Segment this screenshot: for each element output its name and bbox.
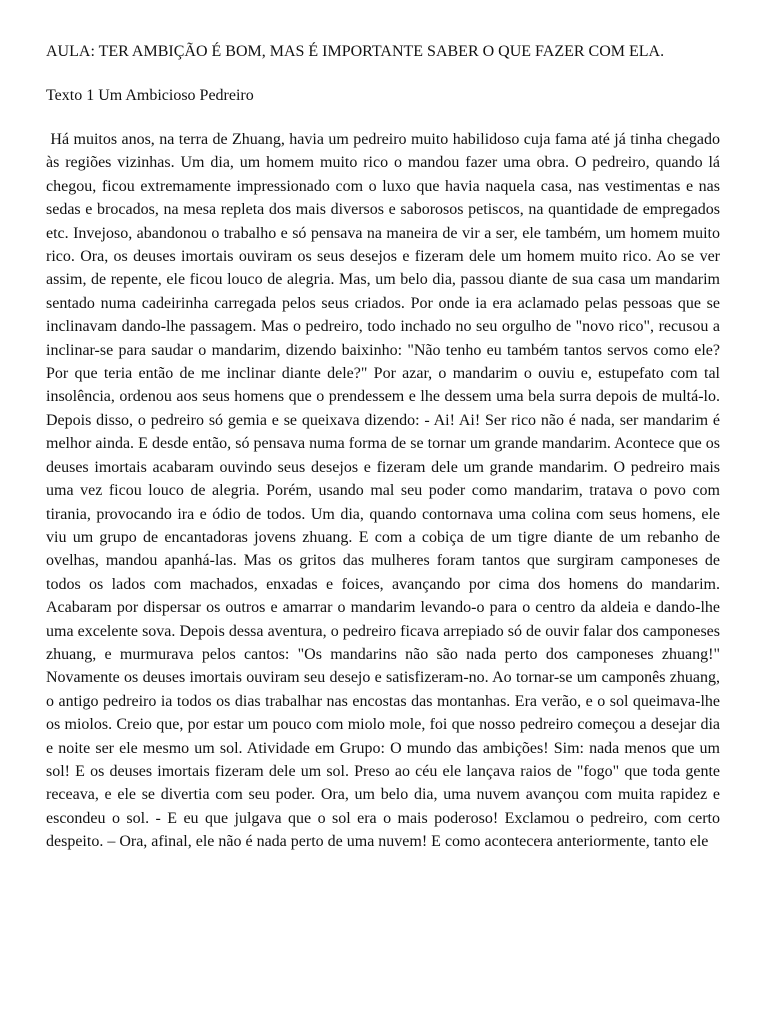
text-heading: Texto 1 Um Ambicioso Pedreiro bbox=[46, 87, 254, 104]
document-page bbox=[46, 40, 724, 854]
lesson-title: AULA: TER AMBIÇÃO É BOM, MAS É IMPORTANTE SABER O QUE FAZER COM ELA. bbox=[46, 43, 665, 60]
story-body: Há muitos anos, na terra de Zhuang, havia um pedreiro muito habilidoso cuja fama até já tinha chegado às regiões vizinhas. Um dia, um homem muito rico o mandou fazer uma obra. O pedreiro, quando lá chegou, ficou extremamente impressionado com o luxo que havia naquela casa, nas vestimentas e nas sedas e brocados, na mesa repleta dos mais diversos e saborosos petiscos, na quantidade de empregados etc. Invejoso, abandonou o trabalho e só pensava na maneira de vir a ser, ele também, um homem muito rico. Ora, os deuses imortais ouviram os seus desejos e fizeram dele um homem muito rico. Ao se ver assim, de repente, ele ficou louco de alegria. Mas, um belo dia, passou diante de sua casa um mandarim sentado numa cadeirinha carregada pelos seus criados. Por onde ia era aclamado pelas pessoas que se inclinavam dando-lhe passagem. Mas o pedreiro, todo inchado no seu orgulho de "novo rico", recusou a inclinar-se para saudar o mandarim, dizendo baixinho: "Não tenho eu também tantos servos como ele? Por que teria então de me inclinar diante dele?" Por azar, o mandarim o ouviu e, estupefato com tal insolência, ordenou aos seus homens que o prendessem e lhe dessem uma bela surra depois de multá-lo. Depois disso, o pedreiro só gemia e se queixava dizendo: - Ai! Ai! Ser rico não é nada, ser mandarim é melhor ainda. E desde então, só pensava numa forma de se tornar um grande mandarim. Acontece que os deuses imortais acabaram ouvindo seus desejos e fizeram dele um grande mandarim. O pedreiro mais uma vez ficou louco de alegria. Porém, usando mal seu poder como mandarim, tratava o povo com tirania, provocando ira e ódio de todos. Um dia, quando contornava uma colina com seus homens, ele viu um grupo de encantadoras jovens zhuang. E com a cobiça de um tigre diante de um rebanho de ovelhas, mandou apanhá-las. Mas os gritos das mulheres foram tantos que surgiram camponeses de todos os lados com machados, enxadas e foices, avançando por cima dos homens do mandarim. Acabaram por dispersar os outros e amarrar o mandarim levando-o para o centro da aldeia e dando-lhe uma excelente sova. Depois dessa aventura, o pedreiro ficava arrepiado só de ouvir falar dos camponeses zhuang, e murmurava pelos cantos: "Os mandarins não são nada perto dos camponeses zhuang!" Novamente os deuses imortais ouviram seu desejo e satisfizeram-no. Ao tornar-se um camponês zhuang, o antigo pedreiro ia todos os dias trabalhar nas encostas das montanhas. Era verão, e o sol queimava-lhe os miolos. Creio que, por estar um pouco com miolo mole, foi que nosso pedreiro começou a desejar dia e noite ser ele mesmo um sol. Atividade em Grupo: O mundo das ambições! Sim: nada menos que um sol! E os deuses imortais fizeram dele um sol. Preso ao céu ele lançava raios de "fogo" que toda gente receava, e ele se divertia com seu poder. Ora, um belo dia, uma nuvem avançou com muita rapidez e escondeu o sol. - E eu que julgava que o sol era o mais poderoso! Exclamou o pedreiro, com certo despeito. – Ora, afinal, ele não é nada perto de uma nuvem! E como acontecera anteriormente, tanto ele bbox=[46, 131, 724, 851]
